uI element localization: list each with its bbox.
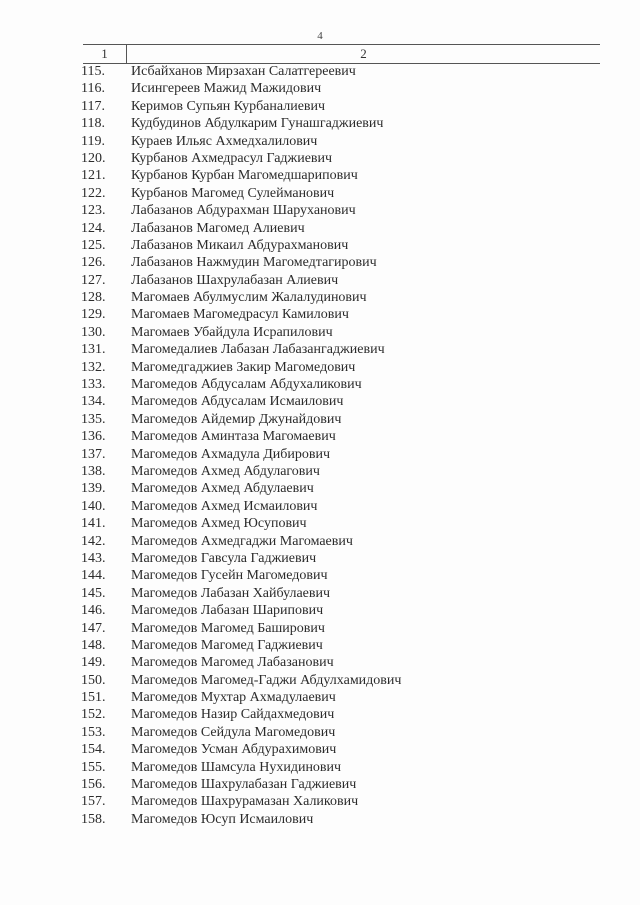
list-item [0, 706, 640, 723]
entry-number: 127. [81, 272, 106, 288]
entry-name: Магомедов Аминтаза Магомаевич [131, 429, 336, 445]
entry-number: 119. [81, 133, 105, 149]
entry-number: 156. [81, 777, 106, 793]
entry-name: Магомедов Ахмед Юсупович [131, 516, 307, 532]
entry-name: Керимов Супьян Курбаналиевич [131, 98, 326, 114]
list-item [0, 498, 640, 515]
list-item [0, 689, 640, 706]
list-item [0, 480, 640, 497]
entry-name: Курбанов Магомед Сулейманович [131, 185, 335, 201]
entry-name: Магомедов Магомед-Гаджи Абдулхамидович [131, 672, 402, 688]
entry-name: Магомедов Ахмедгаджи Магомаевич [131, 533, 353, 549]
list-item [0, 115, 640, 132]
list-item [0, 759, 640, 776]
list-item [0, 324, 640, 341]
entry-number: 158. [81, 811, 106, 827]
entry-name: Магомедов Гавсула Гаджиевич [131, 550, 317, 566]
entry-name: Лабазанов Микаил Абдурахманович [131, 237, 349, 253]
entry-number: 126. [81, 255, 106, 271]
entry-name: Магомедов Лабазан Шарипович [131, 603, 324, 619]
list-item [0, 80, 640, 97]
list-item [0, 602, 640, 619]
entry-name: Магомедов Ахмед Абдулагович [131, 463, 320, 479]
entry-number: 142. [81, 533, 106, 549]
entry-name: Магомедов Ахмадула Дибирович [131, 446, 331, 462]
entry-number: 115. [81, 64, 105, 79]
entry-number: 154. [81, 742, 106, 758]
entry-number: 125. [81, 237, 106, 253]
entry-number: 151. [81, 690, 106, 706]
entry-number: 124. [81, 220, 106, 236]
entry-name: Магомедов Юсуп Исмаилович [131, 811, 314, 827]
list-item [0, 167, 640, 184]
table-header [83, 44, 600, 64]
entry-number: 155. [81, 759, 106, 775]
list-item [0, 272, 640, 289]
entry-number: 128. [81, 290, 106, 306]
list-item [0, 341, 640, 358]
entry-number: 147. [81, 620, 106, 636]
entry-number: 130. [81, 324, 106, 340]
entry-number: 157. [81, 794, 106, 810]
entry-name: Магомедов Ахмед Исмаилович [131, 498, 318, 514]
entry-name: Лабазанов Абдурахман Шаруханович [131, 203, 356, 219]
list-item [0, 359, 640, 376]
entry-number: 144. [81, 568, 106, 584]
list-item [0, 515, 640, 532]
entry-number: 145. [81, 585, 106, 601]
list-item [0, 411, 640, 428]
entry-number: 122. [81, 185, 106, 201]
entry-number: 150. [81, 672, 106, 688]
entry-number: 131. [81, 342, 106, 358]
entry-number: 118. [81, 116, 105, 132]
list-item [0, 220, 640, 237]
entry-name: Магомаев Абулмуслим Жалалудинович [131, 290, 367, 306]
list-item [0, 637, 640, 654]
entry-name: Магомедов Абдусалам Абдухаликович [131, 377, 362, 393]
entry-name: Магомедов Назир Сайдахмедович [131, 707, 335, 723]
list-item [0, 463, 640, 480]
entry-number: 148. [81, 637, 106, 653]
entry-number: 138. [81, 463, 106, 479]
list-item [0, 585, 640, 602]
entry-name: Лабазанов Магомед Алиевич [131, 220, 305, 236]
entry-name: Исбайханов Мирзахан Салатгереевич [131, 64, 356, 79]
list-item [0, 533, 640, 550]
entry-number: 129. [81, 307, 106, 323]
entry-name: Кудбудинов Абдулкарим Гунашгаджиевич [131, 116, 384, 132]
entry-number: 153. [81, 724, 106, 740]
entry-number: 121. [81, 168, 106, 184]
list-item [0, 202, 640, 219]
entry-number: 116. [81, 81, 105, 97]
entry-name: Магомедгаджиев Закир Магомедович [131, 359, 356, 375]
list-item [0, 185, 640, 202]
list-item [0, 428, 640, 445]
list-item [0, 724, 640, 741]
column-1-header: 1 [83, 45, 127, 63]
entry-name: Магомедов Магомед Баширович [131, 620, 325, 636]
list-item [0, 376, 640, 393]
entry-number: 137. [81, 446, 106, 462]
entry-name: Магомаев Магомедрасул Камилович [131, 307, 349, 323]
list-item [0, 393, 640, 410]
list-item [0, 289, 640, 306]
name-list [0, 63, 640, 828]
entry-name: Магомедов Шахрурамазан Халикович [131, 794, 359, 810]
list-item [0, 63, 640, 80]
entry-name: Магомедов Шахрулабазан Гаджиевич [131, 777, 357, 793]
entry-name: Магомедов Мухтар Ахмадулаевич [131, 690, 336, 706]
entry-number: 133. [81, 377, 106, 393]
list-item [0, 620, 640, 637]
column-2-header: 2 [360, 46, 367, 61]
entry-number: 143. [81, 550, 106, 566]
list-item [0, 150, 640, 167]
entry-name: Магомедов Магомед Гаджиевич [131, 637, 323, 653]
entry-name: Кураев Ильяс Ахмедхалилович [131, 133, 318, 149]
entry-number: 140. [81, 498, 106, 514]
entry-name: Лабазанов Нажмудин Магомедтагирович [131, 255, 377, 271]
list-item [0, 133, 640, 150]
entry-name: Магомедов Абдусалам Исмаилович [131, 394, 344, 410]
list-item [0, 793, 640, 810]
list-item [0, 567, 640, 584]
entry-name: Магомаев Убайдула Исрапилович [131, 324, 333, 340]
list-item [0, 672, 640, 689]
entry-number: 134. [81, 394, 106, 410]
entry-number: 139. [81, 481, 106, 497]
list-item [0, 811, 640, 828]
entry-number: 123. [81, 203, 106, 219]
list-item [0, 254, 640, 271]
entry-number: 152. [81, 707, 106, 723]
entry-number: 132. [81, 359, 106, 375]
entry-name: Исингереев Мажид Мажидович [131, 81, 322, 97]
entry-number: 141. [81, 516, 106, 532]
list-item [0, 98, 640, 115]
entry-name: Курбанов Курбан Магомедшарипович [131, 168, 358, 184]
entry-name: Магомедов Шамсула Нухидинович [131, 759, 342, 775]
list-item [0, 776, 640, 793]
entry-name: Магомедов Айдемир Джунайдович [131, 411, 342, 427]
entry-name: Магомедов Усман Абдурахимович [131, 742, 337, 758]
list-item [0, 654, 640, 671]
entry-number: 146. [81, 603, 106, 619]
entry-name: Магомедов Сейдула Магомедович [131, 724, 336, 740]
entry-number: 135. [81, 411, 106, 427]
entry-name: Магомедалиев Лабазан Лабазангаджиевич [131, 342, 385, 358]
entry-name: Лабазанов Шахрулабазан Алиевич [131, 272, 339, 288]
list-item [0, 237, 640, 254]
list-item [0, 550, 640, 567]
entry-number: 149. [81, 655, 106, 671]
entry-number: 117. [81, 98, 105, 114]
page-number: 4 [317, 30, 323, 42]
entry-name: Магомедов Гусейн Магомедович [131, 568, 328, 584]
list-item [0, 446, 640, 463]
entry-number: 120. [81, 150, 106, 166]
entry-name: Магомедов Лабазан Хайбулаевич [131, 585, 331, 601]
entry-name: Магомедов Ахмед Абдулаевич [131, 481, 314, 497]
entry-name: Курбанов Ахмедрасул Гаджиевич [131, 150, 333, 166]
list-item [0, 741, 640, 758]
entry-number: 136. [81, 429, 106, 445]
list-item [0, 306, 640, 323]
entry-name: Магомедов Магомед Лабазанович [131, 655, 334, 671]
